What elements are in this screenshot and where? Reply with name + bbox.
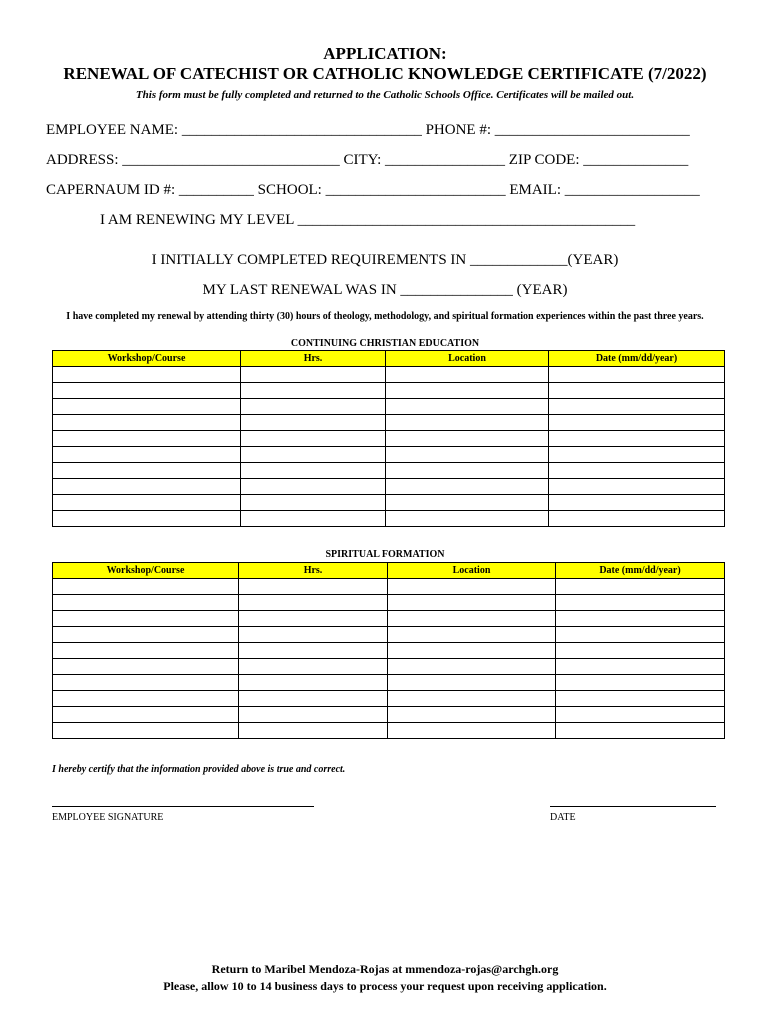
hours-cell[interactable] xyxy=(241,495,386,511)
hours-cell[interactable] xyxy=(239,595,388,611)
location-cell[interactable] xyxy=(386,383,549,399)
workshop-cell[interactable] xyxy=(53,595,239,611)
certification-statement: I hereby certify that the information provided above is true and correct. xyxy=(52,764,346,775)
workshop-cell[interactable] xyxy=(53,383,241,399)
location-cell[interactable] xyxy=(388,595,556,611)
hours-cell[interactable] xyxy=(239,579,388,595)
workshop-cell[interactable] xyxy=(53,675,239,691)
location-cell[interactable] xyxy=(386,399,549,415)
date-cell[interactable] xyxy=(549,447,725,463)
table-row xyxy=(53,431,725,447)
renewing-level-field[interactable]: I AM RENEWING MY LEVEL _____________________________________________ xyxy=(100,212,636,228)
hours-cell[interactable] xyxy=(241,463,386,479)
table-row xyxy=(53,447,725,463)
hours-cell[interactable] xyxy=(241,511,386,527)
table-row xyxy=(53,643,725,659)
spiritual-formation-rows xyxy=(53,579,725,739)
hours-cell[interactable] xyxy=(241,415,386,431)
date-label: DATE xyxy=(550,812,576,823)
workshop-cell[interactable] xyxy=(53,399,241,415)
location-cell[interactable] xyxy=(386,495,549,511)
hours-cell[interactable] xyxy=(239,691,388,707)
date-cell[interactable] xyxy=(549,463,725,479)
column-header-workshop: Workshop/Course xyxy=(53,351,241,367)
workshop-cell[interactable] xyxy=(53,627,239,643)
table-row xyxy=(53,415,725,431)
continuing-education-title: CONTINUING CHRISTIAN EDUCATION xyxy=(290,338,480,349)
workshop-cell[interactable] xyxy=(53,723,239,739)
date-cell[interactable] xyxy=(556,579,725,595)
table-row xyxy=(53,691,725,707)
hours-cell[interactable] xyxy=(241,367,386,383)
table-row xyxy=(53,399,725,415)
last-renewal-year-field[interactable]: MY LAST RENEWAL WAS IN _______________ (YEAR) xyxy=(202,282,568,298)
location-cell[interactable] xyxy=(388,659,556,675)
workshop-cell[interactable] xyxy=(53,691,239,707)
capernaum-school-email-field[interactable]: CAPERNAUM ID #: __________ SCHOOL: ________________________ EMAIL: __________________ xyxy=(46,182,700,198)
date-cell[interactable] xyxy=(556,627,725,643)
date-cell[interactable] xyxy=(549,431,725,447)
column-header-date: Date (mm/dd/year) xyxy=(556,563,725,579)
table-header-row xyxy=(53,351,725,367)
hours-cell[interactable] xyxy=(241,383,386,399)
table-row xyxy=(53,495,725,511)
workshop-cell[interactable] xyxy=(53,495,241,511)
workshop-cell[interactable] xyxy=(53,579,239,595)
table-row xyxy=(53,595,725,611)
form-instructions: This form must be fully completed and returned to the Catholic Schools Office. Certificates will be mailed out. xyxy=(135,89,635,101)
processing-time-text: Please, allow 10 to 14 business days to process your request upon receiving application. xyxy=(163,979,607,993)
spiritual-formation-title: SPIRITUAL FORMATION xyxy=(325,549,445,560)
workshop-cell[interactable] xyxy=(53,707,239,723)
date-signature-line[interactable] xyxy=(550,806,716,807)
column-header-hours: Hrs. xyxy=(239,563,388,579)
spiritual-formation-table xyxy=(52,562,725,739)
date-cell[interactable] xyxy=(549,367,725,383)
employee-signature-label: EMPLOYEE SIGNATURE xyxy=(52,812,164,823)
date-cell[interactable] xyxy=(549,415,725,431)
column-header-workshop: Workshop/Course xyxy=(53,563,239,579)
table-row xyxy=(53,707,725,723)
table-row xyxy=(53,611,725,627)
date-cell[interactable] xyxy=(556,595,725,611)
hours-cell[interactable] xyxy=(239,643,388,659)
workshop-cell[interactable] xyxy=(53,367,241,383)
hours-cell[interactable] xyxy=(239,611,388,627)
hours-cell[interactable] xyxy=(239,627,388,643)
hours-cell[interactable] xyxy=(241,479,386,495)
date-cell[interactable] xyxy=(549,383,725,399)
location-cell[interactable] xyxy=(388,707,556,723)
location-cell[interactable] xyxy=(386,367,549,383)
table-row xyxy=(53,367,725,383)
date-cell[interactable] xyxy=(556,643,725,659)
location-cell[interactable] xyxy=(386,463,549,479)
workshop-cell[interactable] xyxy=(53,659,239,675)
table-row xyxy=(53,579,725,595)
column-header-date: Date (mm/dd/year) xyxy=(549,351,725,367)
continuing-education-rows xyxy=(53,367,725,527)
table-row xyxy=(53,511,725,527)
address-city-zip-field[interactable]: ADDRESS: _____________________________ CITY: ________________ ZIP CODE: ______________ xyxy=(46,152,689,168)
hours-cell[interactable] xyxy=(241,447,386,463)
workshop-cell[interactable] xyxy=(53,643,239,659)
workshop-cell[interactable] xyxy=(53,479,241,495)
location-cell[interactable] xyxy=(386,447,549,463)
initial-requirements-year-field[interactable]: I INITIALLY COMPLETED REQUIREMENTS IN _____________(YEAR) xyxy=(151,252,619,268)
date-cell[interactable] xyxy=(549,399,725,415)
workshop-cell[interactable] xyxy=(53,447,241,463)
location-cell[interactable] xyxy=(388,691,556,707)
location-cell[interactable] xyxy=(386,415,549,431)
workshop-cell[interactable] xyxy=(53,611,239,627)
date-cell[interactable] xyxy=(556,659,725,675)
table-row xyxy=(53,723,725,739)
workshop-cell[interactable] xyxy=(53,463,241,479)
hours-cell[interactable] xyxy=(239,675,388,691)
date-cell[interactable] xyxy=(556,691,725,707)
location-cell[interactable] xyxy=(388,579,556,595)
form-title: APPLICATION: xyxy=(323,44,447,63)
employee-name-phone-field[interactable]: EMPLOYEE NAME: ________________________________ PHONE #: __________________________ xyxy=(46,122,690,138)
date-cell[interactable] xyxy=(556,707,725,723)
date-cell[interactable] xyxy=(549,495,725,511)
workshop-cell[interactable] xyxy=(53,431,241,447)
workshop-cell[interactable] xyxy=(53,415,241,431)
date-cell[interactable] xyxy=(556,723,725,739)
location-cell[interactable] xyxy=(388,627,556,643)
location-cell[interactable] xyxy=(388,611,556,627)
location-cell[interactable] xyxy=(388,675,556,691)
return-contact-text: Return to Maribel Mendoza-Rojas at mmendoza-rojas@archgh.org xyxy=(211,962,559,976)
continuing-education-table xyxy=(52,350,725,527)
table-row xyxy=(53,659,725,675)
table-row xyxy=(53,675,725,691)
table-row xyxy=(53,463,725,479)
date-cell[interactable] xyxy=(549,479,725,495)
location-cell[interactable] xyxy=(386,479,549,495)
column-header-location: Location xyxy=(388,563,556,579)
date-cell[interactable] xyxy=(549,511,725,527)
location-cell[interactable] xyxy=(388,723,556,739)
table-row xyxy=(53,627,725,643)
column-header-location: Location xyxy=(386,351,549,367)
location-cell[interactable] xyxy=(386,431,549,447)
table-row xyxy=(53,479,725,495)
form-subtitle: RENEWAL OF CATECHIST OR CATHOLIC KNOWLEDGE CERTIFICATE (7/2022) xyxy=(63,64,707,83)
location-cell[interactable] xyxy=(386,511,549,527)
column-header-hours: Hrs. xyxy=(241,351,386,367)
date-cell[interactable] xyxy=(556,675,725,691)
hours-cell[interactable] xyxy=(239,723,388,739)
workshop-cell[interactable] xyxy=(53,511,241,527)
date-cell[interactable] xyxy=(556,611,725,627)
location-cell[interactable] xyxy=(388,643,556,659)
hours-cell[interactable] xyxy=(239,659,388,675)
hours-cell[interactable] xyxy=(241,431,386,447)
renewal-statement: I have completed my renewal by attending thirty (30) hours of theology, methodology, and spiritual formation experiences within the past three years. xyxy=(66,311,704,322)
hours-cell[interactable] xyxy=(239,707,388,723)
table-row xyxy=(53,383,725,399)
hours-cell[interactable] xyxy=(241,399,386,415)
table-header-row xyxy=(53,563,725,579)
employee-signature-line[interactable] xyxy=(52,806,314,807)
